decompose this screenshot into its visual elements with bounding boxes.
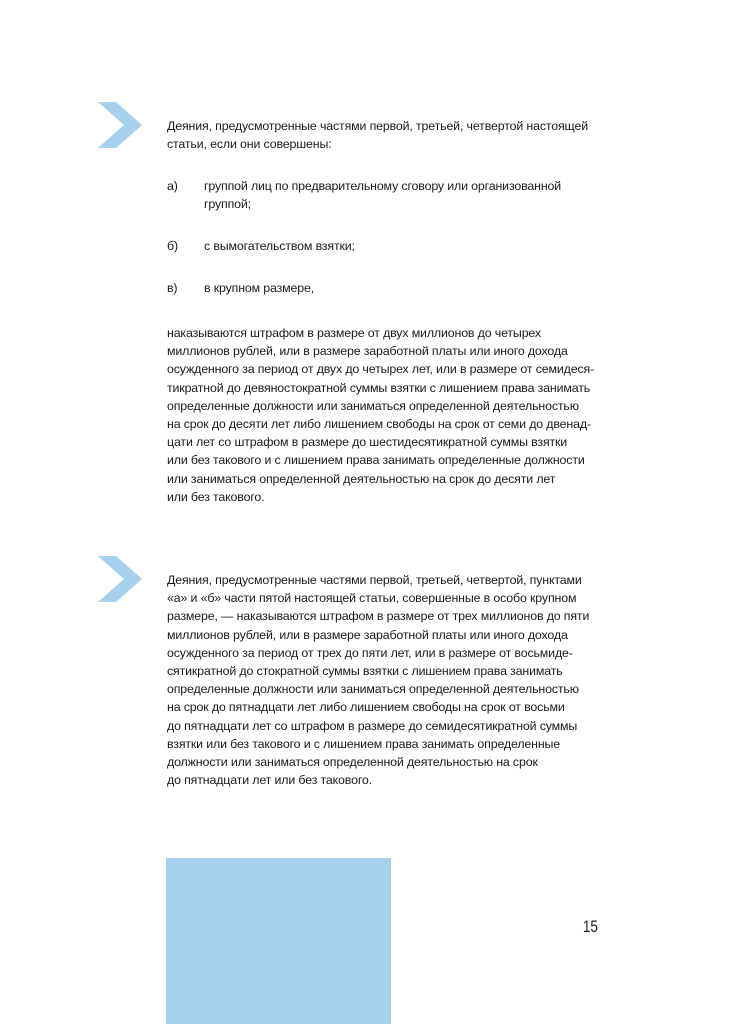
list-item-text: в крупном размере,: [204, 281, 315, 295]
chevron-right-icon: [98, 102, 142, 148]
decorative-blue-block: [166, 858, 391, 1024]
list-item-letter: б): [167, 239, 178, 253]
list-item-letter: а): [167, 179, 178, 193]
section1-intro: Деяния, предусмотренные частями первой, третьей, четвертой настоящей статьи, если они совершены:: [167, 119, 588, 152]
list-item-text: с вымогательством взятки;: [204, 239, 355, 253]
section2-text: Деяния, предусмотренные частями первой, третьей, четвертой, пунктами «а» и «б» части пятой настоящей статьи, совершенные в особо крупном размере, — наказываются штрафом в размере от трех миллионов до пяти миллионов рублей, или в размере заработной платы или иного дохода осужденного за период от трех до пяти лет, или в размере от восьмиде- сятикратной до стократной суммы взятки с лишением права занимать определенные должности или заниматься определенной деятельностью на срок до пятнадцати лет либо лишением свободы на срок от восьми до пятнадцати лет со штрафом в размере до семидесятикратной суммы взятки или без такового и с лишением права занимать определенные должности или заниматься определенной деятельностью на срок до пятнадцати лет или без такового.: [167, 573, 590, 788]
list-item-text: группой лиц по предварительному сговору или организованной группой;: [204, 179, 562, 212]
chevron-right-icon: [98, 556, 142, 602]
section1-penalty: наказываются штрафом в размере от двух миллионов до четырех миллионов рублей, или в размере заработной платы или иного дохода осужденного за период от двух до четырех лет, или в размере от семидеся- тикратной до девяностократной суммы взятки с лишением права занимать определенные должности или заниматься определенной деятельностью на срок до десяти лет либо лишением свободы на срок от семи до двенад- цати лет со штрафом в размере до шестидесятикратной суммы взятки или без такового и с лишением права занимать определенные должности или заниматься определенной деятельностью на срок до десяти лет или без такового.: [167, 326, 595, 504]
list-item-letter: в): [167, 281, 178, 295]
page-number: 15: [582, 917, 598, 936]
